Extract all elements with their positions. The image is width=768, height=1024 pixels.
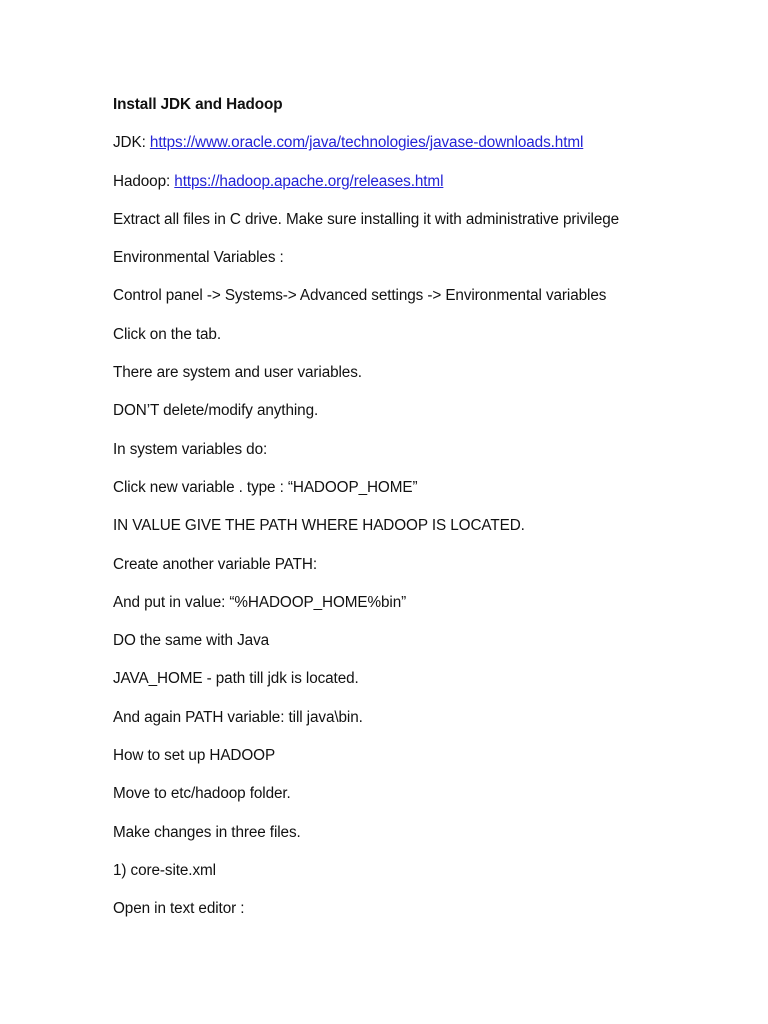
extract-files-line: Extract all files in C drive. Make sure installing it with administrative privilege (113, 210, 620, 228)
hadoop-line (113, 170, 733, 208)
java-home-line: JAVA_HOME - path till jdk is located. (113, 670, 359, 688)
click-tab-line: Click on the tab. (113, 325, 221, 343)
core-site-line: 1) core-site.xml (113, 861, 216, 879)
document-title: Install JDK and Hadoop (113, 96, 283, 113)
system-variables-line: In system variables do: (113, 440, 268, 458)
same-with-java-line: DO the same with Java (113, 632, 270, 650)
open-editor-line: Open in text editor : (113, 900, 245, 918)
hadoop-label: Hadoop: (113, 172, 175, 190)
system-user-variables-line: There are system and user variables. (113, 364, 362, 382)
jdk-label: JDK: (113, 134, 150, 152)
jdk-line (113, 131, 733, 169)
create-path-variable-line: Create another variable PATH: (113, 555, 317, 573)
value-path-line: IN VALUE GIVE THE PATH WHERE HADOOP IS LOCATED. (113, 517, 525, 535)
java-path-line: And again PATH variable: till java\bin. (113, 708, 363, 726)
path-value-line: And put in value: “%HADOOP_HOME%bin” (113, 593, 407, 611)
new-variable-line: Click new variable . type : “HADOOP_HOME” (113, 478, 418, 496)
etc-hadoop-line: Move to etc/hadoop folder. (113, 785, 291, 803)
document-body (113, 93, 733, 936)
dont-delete-line: DON’T delete/modify anything. (113, 402, 319, 420)
three-files-line: Make changes in three files. (113, 823, 301, 841)
jdk-download-link[interactable]: https://www.oracle.com/java/technologies/javase-downloads.html (149, 134, 584, 152)
control-panel-path-line: Control panel -> Systems-> Advanced settings -> Environmental variables (113, 287, 607, 305)
setup-hadoop-line: How to set up HADOOP (113, 747, 276, 765)
hadoop-releases-link[interactable]: https://hadoop.apache.org/releases.html (174, 172, 444, 190)
env-variables-heading: Environmental Variables : (113, 249, 284, 267)
